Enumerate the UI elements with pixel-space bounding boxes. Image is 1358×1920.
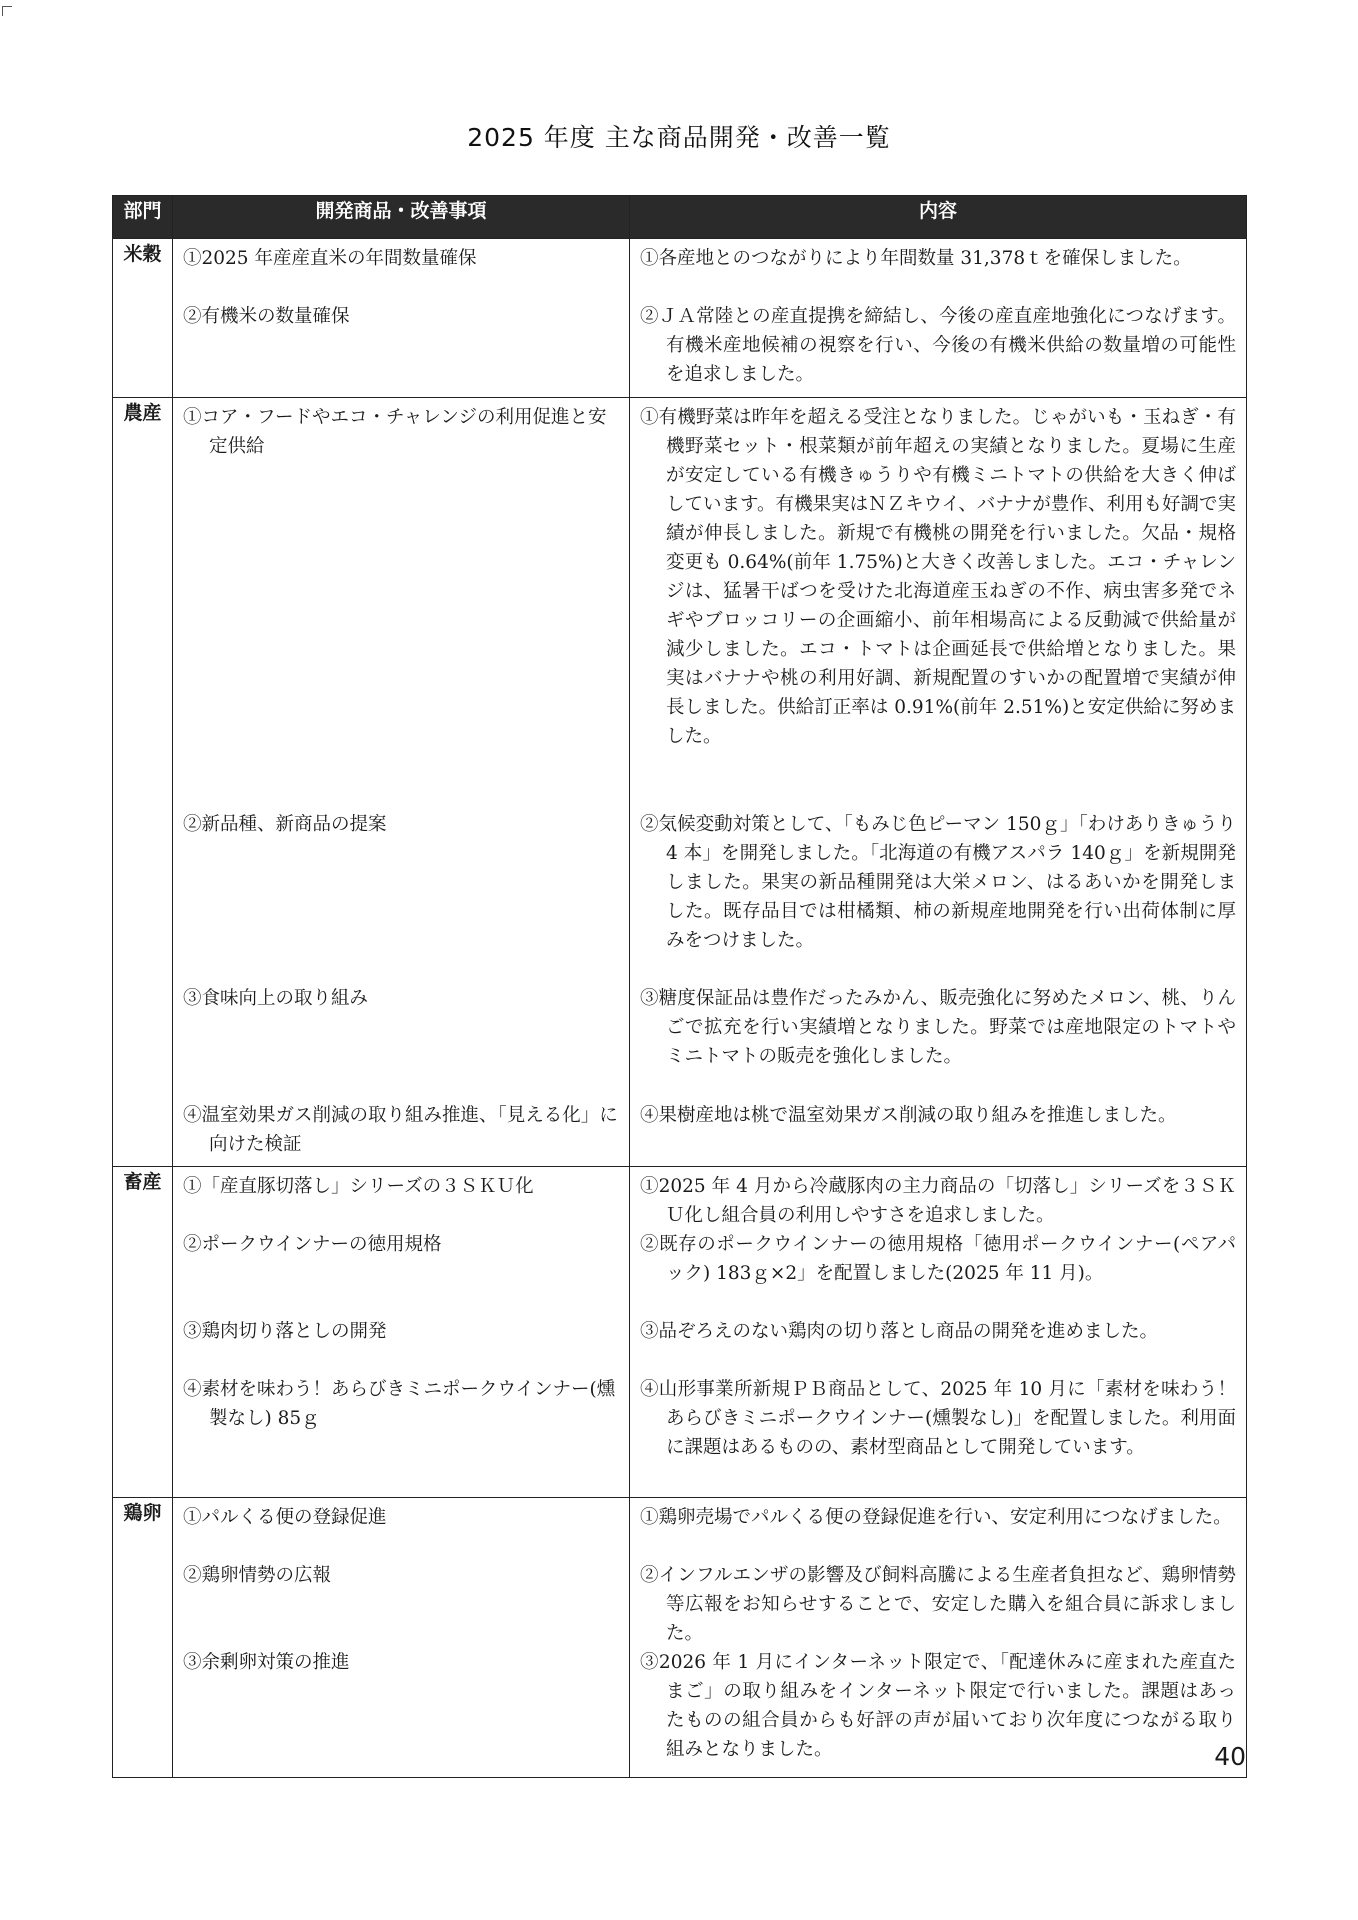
section-row-agri — [113, 398, 1247, 1167]
section-row-rice — [113, 239, 1247, 398]
agri-content-3: ③糖度保証品は豊作だったみかん、販売強化に努めたメロン、桃、りんごで拡充を行い実績増となりました。野菜では産地限定のトマトやミニトマトの販売を強化しました。 — [640, 988, 1236, 1067]
items-cell-eggs — [173, 1498, 630, 1778]
rice-item-2: ②有機米の数量確保 — [183, 306, 350, 327]
header-content: 内容 — [630, 196, 1247, 239]
livestock-content-1: ①2025 年 4 月から冷蔵豚肉の主力商品の「切落し」シリーズを３ＳＫＵ化し組合員の利用しやすさを追求しました。 — [640, 1176, 1236, 1226]
items-cell-livestock — [173, 1167, 630, 1498]
eggs-content-2: ②インフルエンザの影響及び飼料高騰による生産者負担など、鶏卵情勢等広報をお知らせすることで、安定した購入を組合員に訴求しました。 — [640, 1565, 1236, 1644]
table-header-row — [113, 196, 1247, 239]
agri-item-1: ①コア・フードやエコ・チャレンジの利用促進と安定供給 — [183, 407, 607, 457]
content-cell-agri — [630, 398, 1247, 1167]
page-number: 40 — [1214, 1742, 1246, 1771]
livestock-content-2: ②既存のポークウインナーの徳用規格「徳用ポークウインナー(ペアパック) 183ｇ×2」を配置しました(2025 年 11 月)。 — [640, 1234, 1236, 1284]
page-title: 2025 年度 主な商品開発・改善一覧 — [467, 123, 891, 152]
items-cell-agri — [173, 398, 630, 1167]
product-development-table — [112, 195, 1247, 1778]
content-cell-eggs — [630, 1498, 1247, 1778]
dept-rice: 米穀 — [113, 239, 173, 398]
livestock-item-1: ①「産直豚切落し」シリーズの３ＳＫＵ化 — [183, 1176, 534, 1197]
livestock-item-2: ②ポークウインナーの徳用規格 — [183, 1234, 442, 1255]
agri-content-1: ①有機野菜は昨年を超える受注となりました。じゃがいも・玉ねぎ・有機野菜セット・根菜類が前年超えの実績となりました。夏場に生産が安定している有機きゅうりや有機ミニトマトの供給を大きく伸ばしています。有機果実はＮＺキウイ、バナナが豊作、利用も好調で実績が伸長しました。新規で有機桃の開発を行いました。欠品・規格変更も 0.64%(前年 1.75%)と大きく改善しました。エコ・チャレンジは、猛暑干ばつを受けた北海道産玉ねぎの不作、病虫害多発でネギやブロッコリーの企画縮小、前年相場高による反動減で供給量が減少しました。エコ・トマトは企画延長で供給増となりました。果実はバナナや桃の利用好調、新規配置のすいかの配置増で実績が伸長しました。供給訂正率は 0.91%(前年 2.51%)と安定供給に努めました。 — [640, 407, 1236, 747]
eggs-item-3: ③余剰卵対策の推進 — [183, 1652, 350, 1673]
header-items: 開発商品・改善事項 — [173, 196, 630, 239]
agri-item-2: ②新品種、新商品の提案 — [183, 814, 387, 835]
rice-content-2: ②ＪＡ常陸との産直提携を締結し、今後の産直産地強化につなげます。有機米産地候補の視察を行い、今後の有機米供給の数量増の可能性を追求しました。 — [640, 306, 1236, 385]
agri-item-4: ④温室効果ガス削減の取り組み推進、「見える化」に向けた検証 — [183, 1105, 618, 1155]
eggs-item-1: ①パルくる便の登録促進 — [183, 1507, 387, 1528]
dept-agri: 農産 — [113, 398, 173, 1167]
livestock-item-3: ③鶏肉切り落としの開発 — [183, 1321, 387, 1342]
agri-content-4: ④果樹産地は桃で温室効果ガス削減の取り組みを推進しました。 — [640, 1105, 1177, 1126]
rice-content-1: ①各産地とのつながりにより年間数量 31,378ｔを確保しました。 — [640, 248, 1192, 269]
content-cell-livestock — [630, 1167, 1247, 1498]
items-cell-rice — [173, 239, 630, 398]
eggs-content-3: ③2026 年 1 月にインターネット限定で、「配達休みに産まれた産直たまご」の取り組みをインターネット限定で行いました。課題はあったものの組合員からも好評の声が届いており次年度につながる取り組みとなりました。 — [640, 1652, 1236, 1760]
section-row-eggs — [113, 1498, 1247, 1778]
agri-content-2: ②気候変動対策として、「もみじ色ピーマン 150ｇ」「わけありきゅうり 4 本」を開発しました。「北海道の有機アスパラ 140ｇ」を新規開発しました。果実の新品種開発は大栄メロン、はるあいかを開発しました。既存品目では柑橘類、柿の新規産地開発を行い出荷体制に厚みをつけました。 — [640, 814, 1236, 951]
livestock-content-4: ④山形事業所新規ＰＢ商品として、2025 年 10 月に「素材を味わう！あらびきミニポークウインナー(燻製なし)」を配置しました。利用面に課題はあるものの、素材型商品として開発しています。 — [640, 1379, 1236, 1458]
eggs-item-2: ②鶏卵情勢の広報 — [183, 1565, 332, 1586]
livestock-item-4: ④素材を味わう！あらびきミニポークウインナー(燻製なし) 85ｇ — [183, 1379, 616, 1429]
dept-livestock: 畜産 — [113, 1167, 173, 1498]
content-cell-rice — [630, 239, 1247, 398]
eggs-content-1: ①鶏卵売場でパルくる便の登録促進を行い、安定利用につなげました。 — [640, 1507, 1232, 1528]
corner-crop-mark — [2, 6, 12, 16]
header-dept: 部門 — [113, 196, 173, 239]
livestock-content-3: ③品ぞろえのない鶏肉の切り落とし商品の開発を進めました。 — [640, 1321, 1159, 1342]
agri-item-3: ③食味向上の取り組み — [183, 988, 369, 1009]
rice-item-1: ①2025 年産産直米の年間数量確保 — [183, 248, 477, 269]
dept-eggs: 鶏卵 — [113, 1498, 173, 1778]
section-row-livestock — [113, 1167, 1247, 1498]
